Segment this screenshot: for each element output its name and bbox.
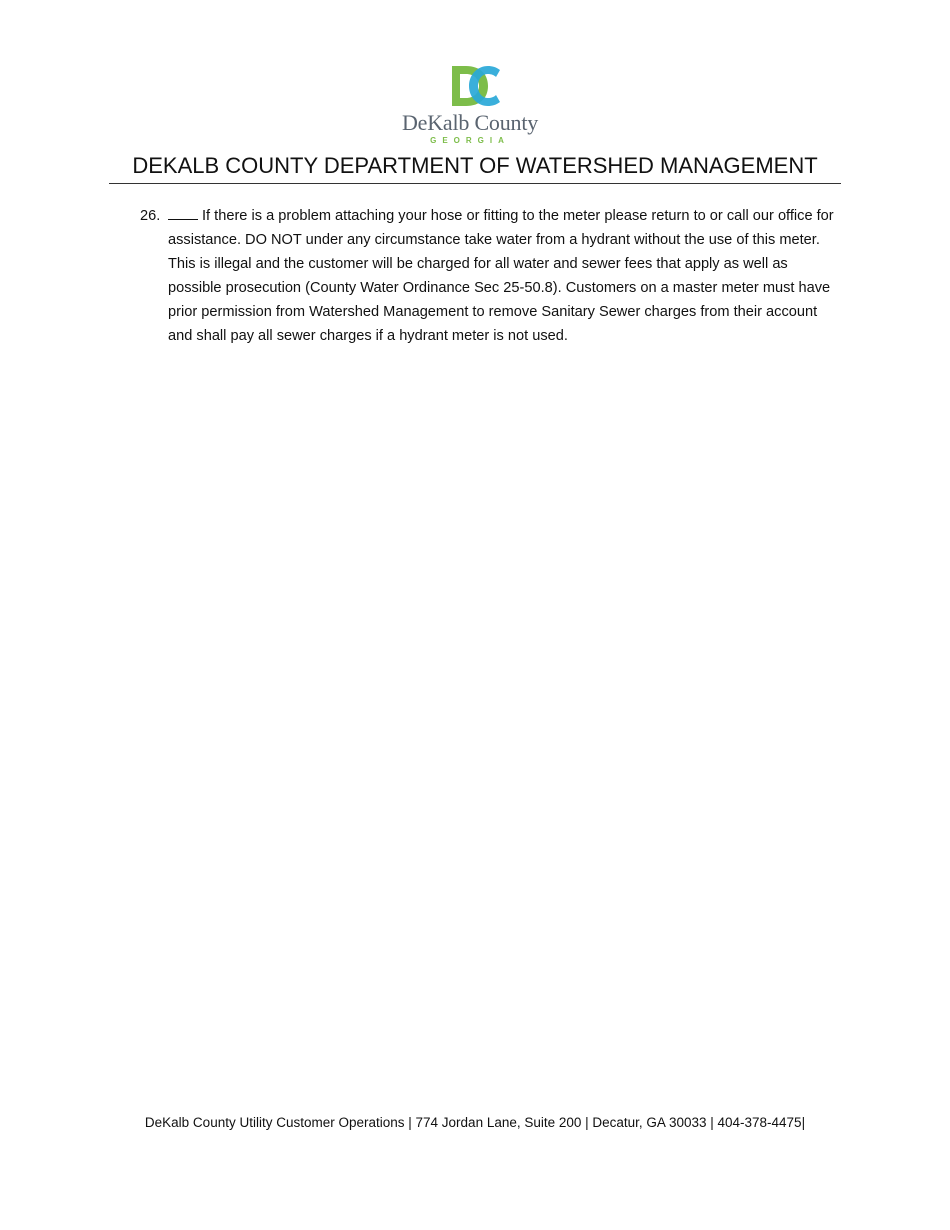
initial-blank-line[interactable] xyxy=(168,205,198,220)
dekalb-county-logo xyxy=(395,62,555,148)
department-title: DEKALB COUNTY DEPARTMENT OF WATERSHED MANAGEMENT xyxy=(132,153,818,178)
title-divider xyxy=(109,183,841,184)
logo-county-name: DeKalb County xyxy=(401,110,539,135)
dc-monogram-icon xyxy=(400,62,550,110)
logo-state-name: GEORGIA xyxy=(430,136,510,145)
item-body xyxy=(168,204,840,348)
page-footer: DeKalb County Utility Customer Operations | 774 Jordan Lane, Suite 200 | Decatur, GA 30033 | 404-378-4475| xyxy=(144,1115,806,1130)
item-number: 26. xyxy=(140,208,161,224)
list-item xyxy=(140,204,840,348)
item-text: If there is a problem attaching your hose or fitting to the meter please return to or call our office for assistance. DO NOT under any circumstance take water from a hydrant without the use of this meter. This is illegal and the customer will be charged for all water and sewer fees that apply as well as possible prosecution (County Water Ordinance Sec 25-50.8). Customers on a master meter must have prior permission from Watershed Management to remove Sanitary Sewer charges from their account and shall pay all sewer charges if a hydrant meter is not used. xyxy=(168,208,834,344)
